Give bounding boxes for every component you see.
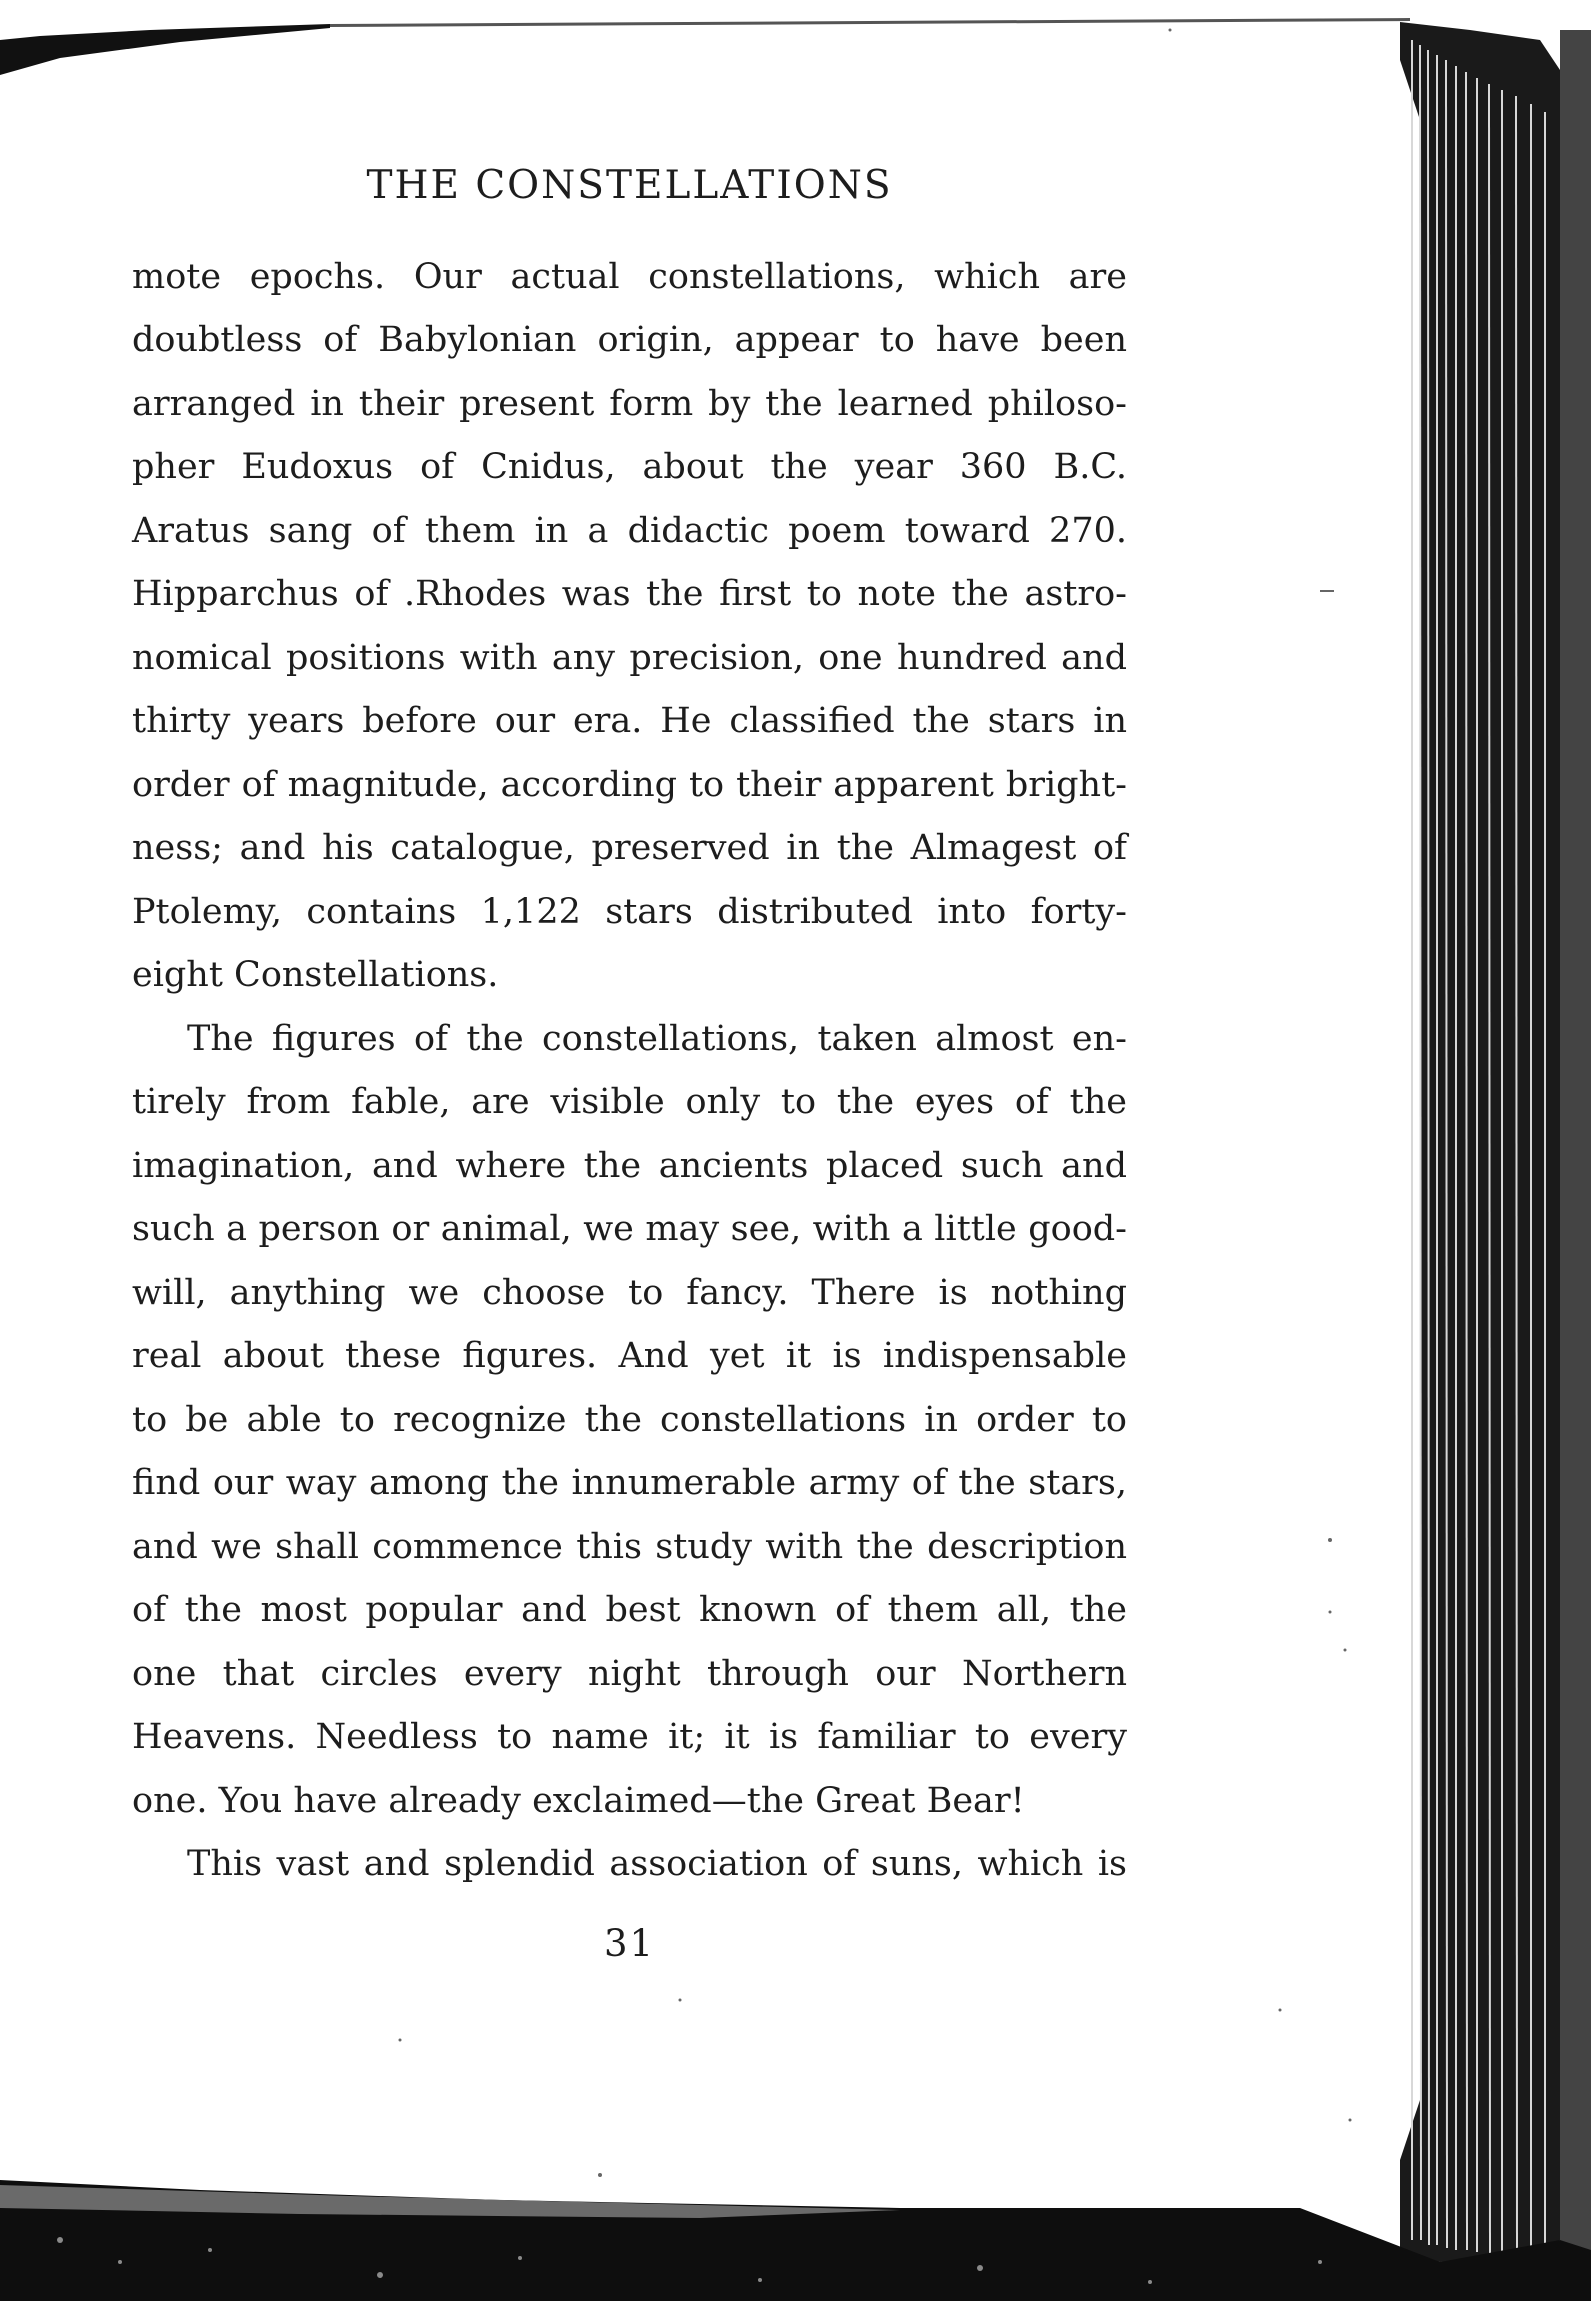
- text-line: real about these figures. And yet it is indispensable: [132, 1336, 1127, 1376]
- text-line: The figures of the constellations, taken almost en-: [187, 1019, 1127, 1059]
- text-line: doubtless of Babylonian origin, appear to have been: [132, 320, 1127, 360]
- text-line: mote epochs. Our actual constellations, which are: [132, 257, 1127, 297]
- text-line: thirty years before our era. He classified the stars in: [132, 701, 1127, 741]
- right-edge-speckle: [1560, 30, 1591, 2301]
- text-line: imagination, and where the ancients placed such and: [132, 1146, 1127, 1186]
- text-line: tirely from fable, are visible only to the eyes of the: [132, 1082, 1127, 1122]
- text-line: Hipparchus of .Rhodes was the first to note the astro-: [132, 574, 1127, 614]
- text-line: pher Eudoxus of Cnidus, about the year 360 B.C.: [132, 447, 1127, 487]
- right-page-stack: [1400, 22, 1560, 2262]
- text-line: nomical positions with any precision, one hundred and: [132, 638, 1127, 678]
- text-line: Aratus sang of them in a didactic poem toward 270.: [132, 511, 1127, 551]
- text-line: to be able to recognize the constellations in order to: [132, 1400, 1127, 1440]
- running-head: THE CONSTELLATIONS: [366, 163, 893, 208]
- text-line: one that circles every night through our Northern: [132, 1654, 1127, 1694]
- text-line: Ptolemy, contains 1,122 stars distributed into forty-: [132, 892, 1127, 932]
- text-line: of the most popular and best known of them all, the: [132, 1590, 1127, 1630]
- text-line: will, anything we choose to fancy. There is nothing: [132, 1273, 1127, 1313]
- text-line: eight Constellations.: [132, 955, 499, 995]
- text-line: and we shall commence this study with the description: [132, 1527, 1127, 1567]
- text-line: one. You have already exclaimed—the Great Bear!: [132, 1781, 1025, 1821]
- text-line: ness; and his catalogue, preserved in the Almagest of: [132, 828, 1127, 868]
- top-left-shadow: [0, 24, 330, 75]
- text-line: such a person or animal, we may see, with a little good-: [132, 1209, 1127, 1249]
- text-line: order of magnitude, according to their apparent bright-: [132, 765, 1127, 805]
- text-line: Heavens. Needless to name it; it is familiar to every: [132, 1717, 1127, 1757]
- page-number: 31: [603, 1922, 656, 1965]
- text-line: arranged in their present form by the learned philoso-: [132, 384, 1127, 424]
- text-line: find our way among the innumerable army of the stars,: [132, 1463, 1127, 1503]
- top-edge-line: [330, 18, 1410, 27]
- text-line: This vast and splendid association of suns, which is: [187, 1844, 1127, 1884]
